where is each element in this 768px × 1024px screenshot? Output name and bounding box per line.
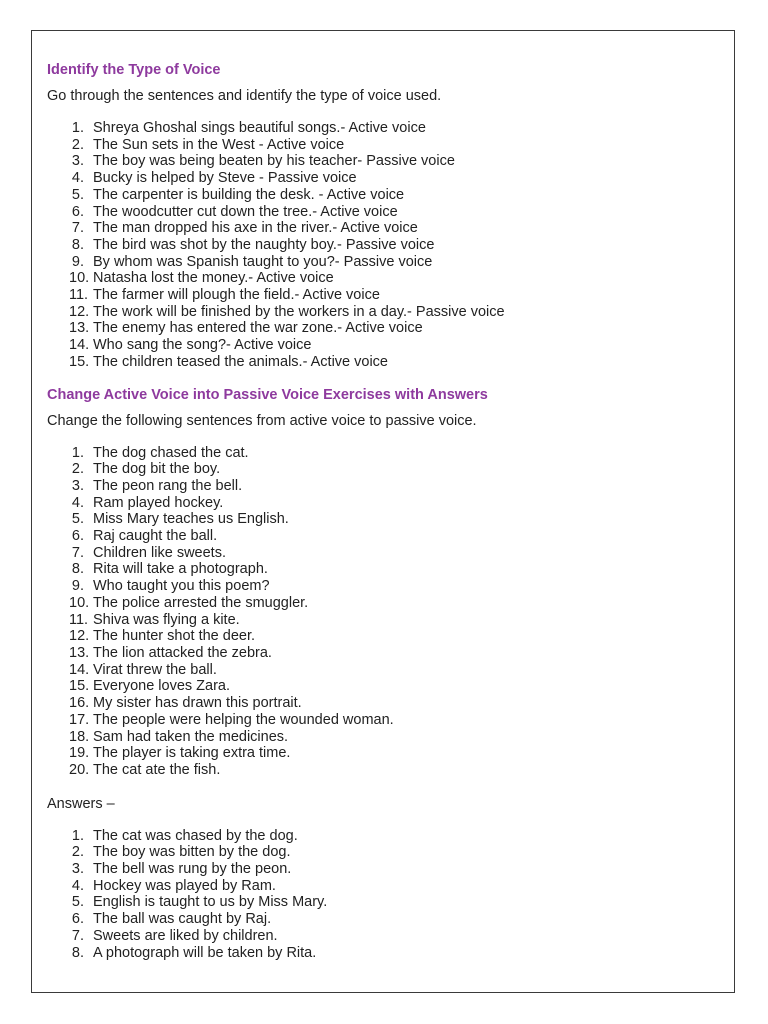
list-item-text: The work will be finished by the workers in a day.- Passive voice — [93, 303, 505, 320]
voice-type-list — [47, 120, 717, 371]
list-item — [47, 695, 717, 712]
list-item — [47, 254, 717, 271]
list-item — [47, 461, 717, 478]
list-item-text: Raj caught the ball. — [93, 528, 218, 545]
list-item-number: 10. — [69, 594, 90, 611]
list-item-number: 4. — [71, 170, 84, 187]
list-item-text: The Sun sets in the West - Active voice — [93, 136, 345, 153]
list-item-text: The cat ate the fish. — [93, 761, 221, 778]
list-item — [47, 645, 717, 662]
list-item-text: The children teased the animals.- Active voice — [93, 353, 388, 370]
list-item-number: 7. — [71, 220, 84, 237]
list-item — [47, 287, 717, 304]
list-item-text: The boy was bitten by the dog. — [93, 844, 291, 861]
list-item — [47, 495, 717, 512]
list-item-text: Rita will take a photograph. — [93, 561, 268, 578]
list-item — [47, 861, 717, 878]
list-item — [47, 762, 717, 779]
list-item-text: The police arrested the smuggler. — [93, 594, 309, 611]
list-item-text: A photograph will be taken by Rita. — [93, 944, 317, 961]
list-item — [47, 828, 717, 845]
list-item — [47, 894, 717, 911]
list-item-text: By whom was Spanish taught to you?- Passive voice — [93, 253, 433, 270]
list-item-number: 5. — [71, 894, 84, 911]
list-item-number: 18. — [69, 728, 90, 745]
list-item-number: 3. — [71, 477, 84, 494]
list-item-number: 4. — [71, 877, 84, 894]
list-item-text: The bird was shot by the naughty boy.- Passive voice — [93, 236, 435, 253]
list-item-number: 6. — [71, 911, 84, 928]
list-item-number: 2. — [71, 461, 84, 478]
list-item — [47, 204, 717, 221]
list-item — [47, 878, 717, 895]
answers-label: Answers – — [47, 795, 115, 812]
list-item — [47, 120, 717, 137]
list-item-text: The peon rang the bell. — [93, 477, 243, 494]
list-item-number: 8. — [71, 236, 84, 253]
list-item-text: Shiva was flying a kite. — [93, 611, 240, 628]
list-item-number: 11. — [69, 287, 89, 304]
list-item-number: 8. — [71, 944, 84, 961]
list-item-number: 13. — [69, 644, 90, 661]
list-item-number: 2. — [71, 844, 84, 861]
list-item-text: The carpenter is building the desk. - Active voice — [93, 186, 405, 203]
list-item-text: Shreya Ghoshal sings beautiful songs.- Active voice — [93, 120, 426, 136]
list-item-text: Who sang the song?- Active voice — [93, 337, 312, 354]
list-item-text: Miss Mary teaches us English. — [93, 511, 289, 528]
list-item-text: The boy was being beaten by his teacher- Passive voice — [93, 153, 455, 170]
list-item-number: 2. — [71, 136, 84, 153]
list-item — [47, 320, 717, 337]
list-item — [47, 511, 717, 528]
list-item — [47, 445, 717, 462]
list-item-number: 19. — [69, 745, 90, 762]
list-item — [47, 170, 717, 187]
list-item — [47, 678, 717, 695]
section2-heading: Change Active Voice into Passive Voice Exercises with Answers — [47, 386, 488, 403]
list-item-number: 8. — [71, 561, 84, 578]
document-content — [47, 61, 717, 961]
list-item-number: 1. — [71, 120, 84, 136]
list-item — [47, 928, 717, 945]
list-item-text: Sweets are liked by children. — [93, 927, 278, 944]
list-item-number: 10. — [69, 270, 90, 287]
list-item — [47, 270, 717, 287]
list-item-number: 15. — [69, 678, 90, 695]
list-item-text: The dog chased the cat. — [93, 444, 249, 461]
list-item — [47, 545, 717, 562]
section1-heading: Identify the Type of Voice — [47, 62, 221, 78]
answers-list — [47, 828, 717, 962]
list-item-number: 13. — [69, 320, 90, 337]
list-item-number: 9. — [71, 253, 84, 270]
list-item-text: The player is taking extra time. — [93, 745, 291, 762]
list-item-number: 15. — [69, 353, 90, 370]
list-item — [47, 220, 717, 237]
list-item-text: The enemy has entered the war zone.- Active voice — [93, 320, 423, 337]
list-item — [47, 153, 717, 170]
list-item-number: 16. — [69, 695, 90, 712]
section2-intro: Change the following sentences from active voice to passive voice. — [47, 412, 477, 429]
list-item-text: Children like sweets. — [93, 544, 226, 561]
list-item-text: Natasha lost the money.- Active voice — [93, 270, 334, 287]
list-item-text: English is taught to us by Miss Mary. — [93, 894, 328, 911]
list-item-text: The people were helping the wounded woman. — [93, 711, 394, 728]
list-item — [47, 304, 717, 321]
list-item — [47, 237, 717, 254]
list-item — [47, 578, 717, 595]
list-item-number: 6. — [71, 528, 84, 545]
list-item-text: The dog bit the boy. — [93, 461, 221, 478]
list-item-text: The bell was rung by the peon. — [93, 861, 292, 878]
list-item-text: The farmer will plough the field.- Active voice — [93, 287, 380, 304]
list-item-text: Bucky is helped by Steve - Passive voice — [93, 170, 357, 187]
list-item — [47, 595, 717, 612]
list-item-text: Ram played hockey. — [93, 494, 224, 511]
list-item-number: 17. — [69, 711, 90, 728]
list-item-text: My sister has drawn this portrait. — [93, 695, 302, 712]
list-item — [47, 844, 717, 861]
list-item-text: Everyone loves Zara. — [93, 678, 231, 695]
list-item-text: Virat threw the ball. — [93, 661, 217, 678]
list-item — [47, 911, 717, 928]
list-item — [47, 729, 717, 746]
list-item — [47, 354, 717, 371]
list-item-number: 20. — [69, 761, 90, 778]
list-item-number: 14. — [69, 661, 90, 678]
list-item-number: 12. — [69, 628, 90, 645]
list-item-number: 5. — [71, 186, 84, 203]
list-item-text: The lion attacked the zebra. — [93, 644, 272, 661]
list-item — [47, 137, 717, 154]
list-item-number: 14. — [69, 337, 90, 354]
list-item — [47, 662, 717, 679]
list-item-text: The man dropped his axe in the river.- Active voice — [93, 220, 418, 237]
list-item-number: 4. — [71, 494, 84, 511]
list-item — [47, 337, 717, 354]
list-item-number: 9. — [71, 578, 84, 595]
list-item-number: 5. — [71, 511, 84, 528]
list-item-number: 6. — [71, 203, 84, 220]
list-item-text: Who taught you this poem? — [93, 578, 270, 595]
list-item — [47, 528, 717, 545]
list-item-number: 11. — [69, 611, 89, 628]
list-item-number: 3. — [71, 861, 84, 878]
exercise-list — [47, 445, 717, 779]
list-item-number: 3. — [71, 153, 84, 170]
list-item — [47, 745, 717, 762]
list-item — [47, 561, 717, 578]
list-item-number: 7. — [71, 544, 84, 561]
list-item-text: The ball was caught by Raj. — [93, 911, 272, 928]
document-page — [31, 30, 735, 993]
list-item-text: Sam had taken the medicines. — [93, 728, 289, 745]
list-item — [47, 628, 717, 645]
list-item-number: 1. — [71, 444, 84, 461]
list-item — [47, 187, 717, 204]
list-item-number: 12. — [69, 303, 90, 320]
list-item-text: The hunter shot the deer. — [93, 628, 256, 645]
list-item — [47, 712, 717, 729]
list-item — [47, 945, 717, 962]
list-item-number: 7. — [71, 927, 84, 944]
list-item — [47, 478, 717, 495]
list-item-text: The cat was chased by the dog. — [93, 827, 298, 844]
list-item-text: Hockey was played by Ram. — [93, 877, 276, 894]
section1-intro: Go through the sentences and identify the type of voice used. — [47, 88, 442, 104]
list-item — [47, 612, 717, 629]
list-item-number: 1. — [71, 827, 84, 844]
list-item-text: The woodcutter cut down the tree.- Active voice — [93, 203, 398, 220]
